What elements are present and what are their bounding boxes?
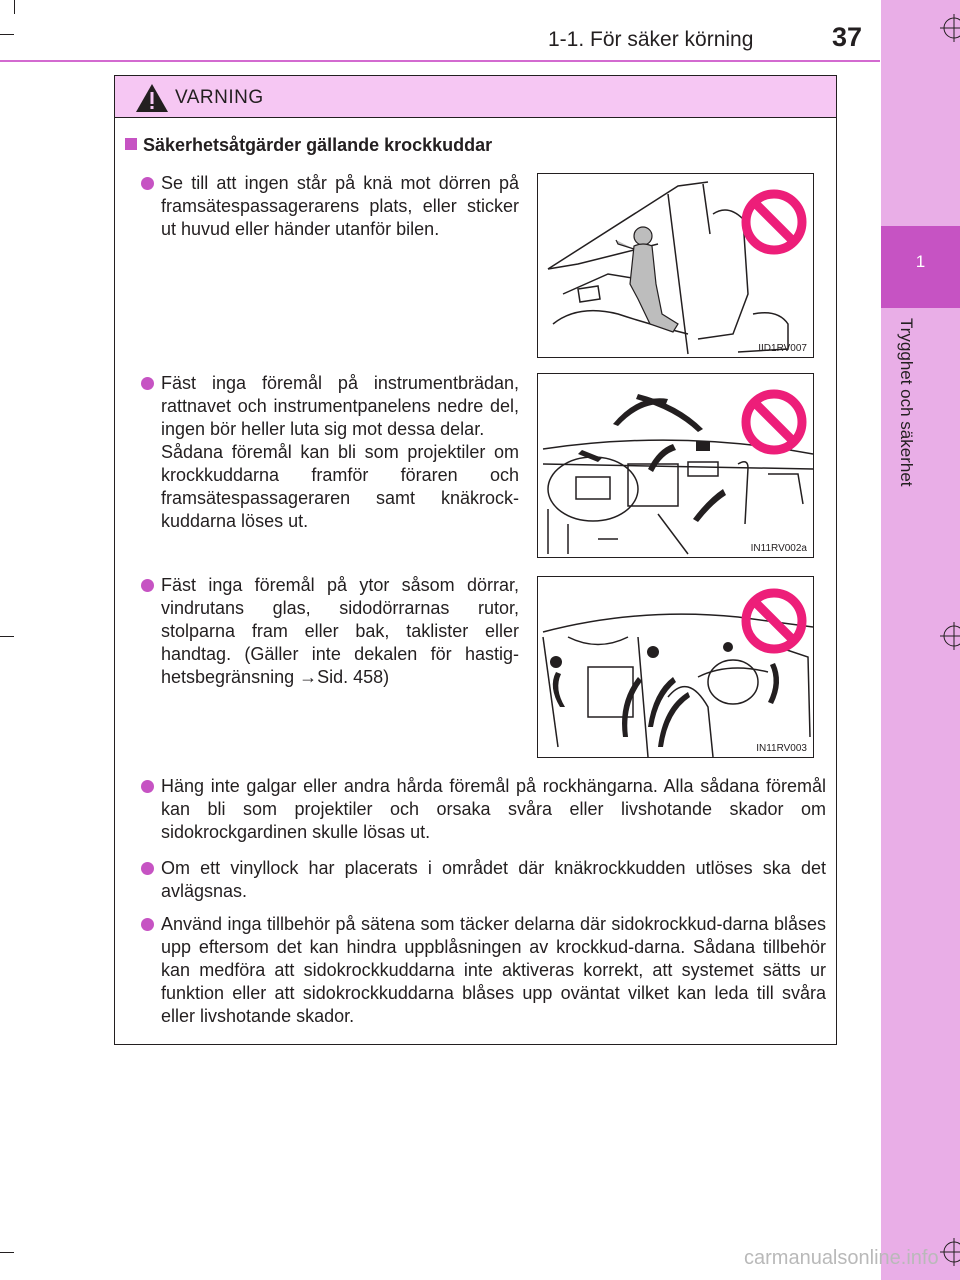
warning-header [115,76,836,118]
section-heading [125,135,492,156]
bullet-text: Se till att ingen står på knä mot dörren på framsätespassagerarens plats, eller sticker ut huvud eller händer utanför bilen. [161,173,519,239]
warning-triangle-icon [135,83,169,113]
figure-code: IID1RV007 [758,343,807,354]
bullet-text: Använd inga tillbehör på sätena som täcker delarna där sidokrockkud-darna blåses upp eftersom det kan hindra uppblåsningen av krockkud-darna. Sådana tillbehör kan medföra att sidokrockkuddarna inte aktiveras korrekt, att systemet sätts ur funktion eller att sidokrockkuddarna blåses upp oväntat vilket kan leda till svåra eller livshotande skador. [161,914,826,1026]
page-number: 37 [832,22,863,52]
header-rule [0,60,880,62]
bullet-item [161,857,826,903]
illustration-instrument-panel [537,373,814,558]
registration-mark-icon [940,14,960,42]
prohibition-icon [740,587,808,655]
bullet-dot-icon [141,918,154,931]
bullet-dot-icon [141,177,154,190]
bullet-item [161,574,519,689]
chapter-number: 1 [915,252,926,271]
bullet-item [161,372,519,533]
prohibition-icon [740,188,808,256]
crop-mark [0,636,14,637]
figure-code: IN11RV002a [750,543,807,554]
crop-mark [14,0,15,14]
running-header: 1-1. För säker körning [548,28,754,51]
bullet-item [161,913,826,1028]
illustration-doors-pillars [537,576,814,758]
bullet-dot-icon [141,862,154,875]
square-bullet-icon [125,138,137,150]
watermark: carmanualsonline.info [744,1247,939,1269]
warning-box [114,75,837,1045]
bullet-text: Om ett vinyllock har placerats i området där knäkrockkudden utlöses ska det avlägsnas. [161,858,826,901]
bullet-dot-icon [141,377,154,390]
bullet-text: Häng inte galgar eller andra hårda föremål på rockhängarna. Alla sådana föremål kan bli som projektiler och orsaka svåra eller livshotande skador om sidokrockgardinen skulle lösas ut. [161,776,826,842]
illustration-kneeling-passenger [537,173,814,358]
bullet-item [161,172,519,241]
warning-label: VARNING [175,87,264,108]
registration-mark-icon [940,1238,960,1266]
bullet-text: Fäst inga föremål på instrumentbrädan, rattnavet och instrumentpanelens nedre del, ingen bör heller luta sig mot dessa delar. Sådana föremål kan bli som projektiler om krockkuddarna framför föraren och framsätespassageraren samt knäkrock-kuddarna löses ut. [161,373,519,531]
bullet-dot-icon [141,780,154,793]
section-heading-text: Säkerhetsåtgärder gällande krockkuddar [143,135,493,155]
crop-mark [0,34,14,35]
prohibition-icon [740,388,808,456]
registration-mark-icon [940,622,960,650]
figure-code: IN11RV003 [756,743,807,754]
bullet-dot-icon [141,579,154,592]
crop-mark [0,1252,14,1253]
bullet-item [161,775,826,844]
chapter-title: Trygghet och säkerhet [897,318,916,487]
bullet-text: Fäst inga föremål på ytor såsom dörrar, vindrutans glas, sidodörrarnas rutor, stolparna fram eller bak, taklister eller handtag. (Gäller inte dekalen för hastig-hetsbegränsning →Sid. 458) [161,575,519,687]
